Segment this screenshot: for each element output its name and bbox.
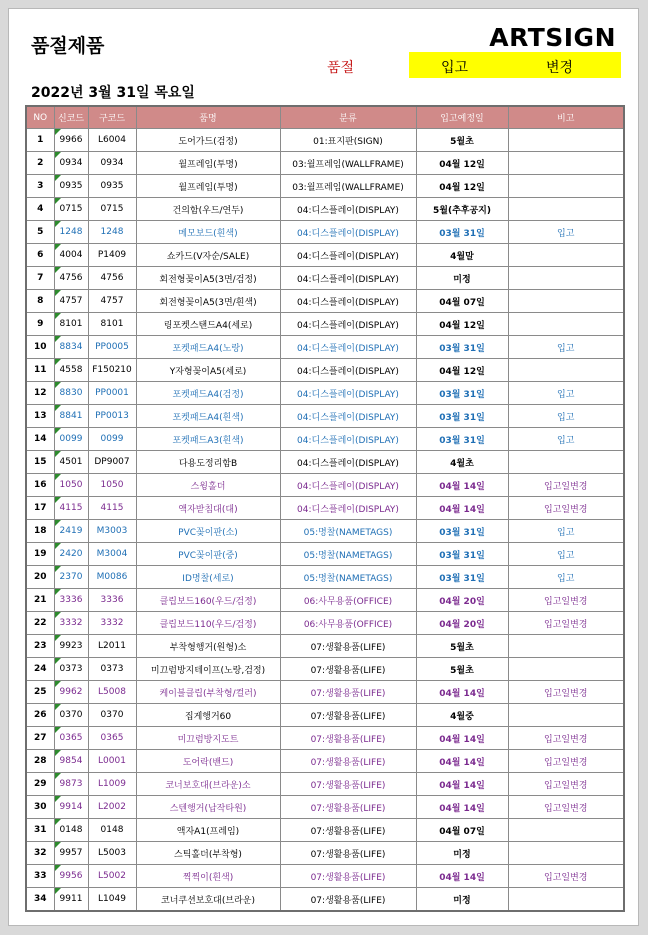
cell-new-code: 3332 — [54, 612, 88, 635]
cell-new-code: 9854 — [54, 750, 88, 773]
cell-note — [508, 290, 624, 313]
cell-note: 입고일변경 — [508, 773, 624, 796]
cell-no: 24 — [26, 658, 54, 681]
cell-category: 07:생활용품(LIFE) — [280, 727, 416, 750]
cell-eta: 5월초 — [416, 635, 508, 658]
table-row — [26, 681, 624, 704]
table-row — [26, 290, 624, 313]
cell-no: 21 — [26, 589, 54, 612]
cell-note: 입고 — [508, 336, 624, 359]
cell-no: 34 — [26, 888, 54, 912]
cell-eta: 04월 14일 — [416, 773, 508, 796]
cell-new-code: 8101 — [54, 313, 88, 336]
cell-new-code: 9873 — [54, 773, 88, 796]
table-header-row — [26, 106, 624, 129]
cell-note — [508, 244, 624, 267]
cell-no: 15 — [26, 451, 54, 474]
cell-old-code: 0934 — [88, 152, 136, 175]
cell-category: 04:디스플레이(DISPLAY) — [280, 198, 416, 221]
cell-category: 04:디스플레이(DISPLAY) — [280, 451, 416, 474]
cell-old-code: M3003 — [88, 520, 136, 543]
cell-old-code: 3332 — [88, 612, 136, 635]
table-row — [26, 543, 624, 566]
cell-product-name: 메모보드(흰색) — [136, 221, 280, 244]
cell-category: 07:생활용품(LIFE) — [280, 819, 416, 842]
cell-no: 3 — [26, 175, 54, 198]
cell-new-code: 0370 — [54, 704, 88, 727]
cell-new-code: 4558 — [54, 359, 88, 382]
cell-note — [508, 635, 624, 658]
cell-note: 입고일변경 — [508, 497, 624, 520]
cell-note: 입고일변경 — [508, 612, 624, 635]
col-header-note: 비고 — [508, 106, 624, 129]
col-header-category: 분류 — [280, 106, 416, 129]
cell-category: 07:생활용품(LIFE) — [280, 658, 416, 681]
cell-eta: 03월 31일 — [416, 221, 508, 244]
cell-new-code: 2419 — [54, 520, 88, 543]
page-title: 품절제품 — [31, 35, 105, 57]
cell-old-code: L5003 — [88, 842, 136, 865]
cell-no: 19 — [26, 543, 54, 566]
cell-no: 7 — [26, 267, 54, 290]
cell-product-name: ID명찰(세로) — [136, 566, 280, 589]
cell-no: 32 — [26, 842, 54, 865]
cell-category: 07:생활용품(LIFE) — [280, 773, 416, 796]
cell-note: 입고 — [508, 543, 624, 566]
cell-eta: 03월 31일 — [416, 543, 508, 566]
cell-no: 10 — [26, 336, 54, 359]
cell-product-name: 클립보드110(우드/검정) — [136, 612, 280, 635]
cell-new-code: 9914 — [54, 796, 88, 819]
cell-new-code: 8841 — [54, 405, 88, 428]
col-header-no: NO — [26, 106, 54, 129]
cell-old-code: L5002 — [88, 865, 136, 888]
cell-category: 07:생활용품(LIFE) — [280, 635, 416, 658]
cell-old-code: 8101 — [88, 313, 136, 336]
cell-no: 11 — [26, 359, 54, 382]
table-body — [26, 129, 624, 912]
cell-category: 04:디스플레이(DISPLAY) — [280, 359, 416, 382]
cell-eta: 04월 14일 — [416, 865, 508, 888]
cell-product-name: 스윙홀더 — [136, 474, 280, 497]
cell-note: 입고일변경 — [508, 727, 624, 750]
cell-product-name: 스틱홀더(부착형) — [136, 842, 280, 865]
cell-product-name: 월프레임(투명) — [136, 175, 280, 198]
cell-new-code: 9962 — [54, 681, 88, 704]
cell-eta: 04월 12일 — [416, 175, 508, 198]
cell-product-name: PVC꽂이판(소) — [136, 520, 280, 543]
cell-category: 04:디스플레이(DISPLAY) — [280, 244, 416, 267]
col-header-new-code: 신코드 — [54, 106, 88, 129]
cell-note: 입고 — [508, 405, 624, 428]
cell-old-code: 3336 — [88, 589, 136, 612]
table-row — [26, 313, 624, 336]
cell-old-code: 0715 — [88, 198, 136, 221]
cell-category: 04:디스플레이(DISPLAY) — [280, 382, 416, 405]
cell-eta: 4월말 — [416, 244, 508, 267]
cell-no: 6 — [26, 244, 54, 267]
cell-no: 16 — [26, 474, 54, 497]
cell-product-name: 코너보호대(브라운)소 — [136, 773, 280, 796]
cell-note — [508, 175, 624, 198]
cell-eta: 04월 14일 — [416, 681, 508, 704]
cell-new-code: 1050 — [54, 474, 88, 497]
table-row — [26, 451, 624, 474]
cell-eta: 04월 14일 — [416, 796, 508, 819]
cell-no: 23 — [26, 635, 54, 658]
legend-discontinued: 품절 — [327, 60, 355, 76]
cell-old-code: 0099 — [88, 428, 136, 451]
cell-note — [508, 198, 624, 221]
cell-new-code: 1248 — [54, 221, 88, 244]
cell-note — [508, 842, 624, 865]
cell-new-code: 0148 — [54, 819, 88, 842]
cell-no: 4 — [26, 198, 54, 221]
cell-no: 18 — [26, 520, 54, 543]
table-row — [26, 497, 624, 520]
cell-old-code: 1050 — [88, 474, 136, 497]
cell-category: 05:명찰(NAMETAGS) — [280, 543, 416, 566]
cell-old-code: 1248 — [88, 221, 136, 244]
cell-old-code: PP0013 — [88, 405, 136, 428]
cell-old-code: F150210 — [88, 359, 136, 382]
legend-incoming: 입고 — [441, 60, 469, 76]
cell-no: 31 — [26, 819, 54, 842]
table-row — [26, 382, 624, 405]
cell-old-code: 0365 — [88, 727, 136, 750]
cell-new-code: 9923 — [54, 635, 88, 658]
cell-product-name: 링포켓스탠드A4(세로) — [136, 313, 280, 336]
legend-changed: 변경 — [546, 60, 574, 76]
cell-old-code: 0935 — [88, 175, 136, 198]
cell-eta: 03월 31일 — [416, 428, 508, 451]
cell-product-name: 찍찍이(흰색) — [136, 865, 280, 888]
cell-note — [508, 267, 624, 290]
table-row — [26, 152, 624, 175]
cell-product-name: 회전형꽂이A5(3면/흰색) — [136, 290, 280, 313]
cell-category: 06:사무용품(OFFICE) — [280, 612, 416, 635]
cell-new-code: 9956 — [54, 865, 88, 888]
cell-category: 04:디스플레이(DISPLAY) — [280, 290, 416, 313]
col-header-eta: 입고예정일 — [416, 106, 508, 129]
table-row — [26, 405, 624, 428]
cell-note: 입고일변경 — [508, 796, 624, 819]
cell-eta: 5월초 — [416, 658, 508, 681]
cell-category: 07:생활용품(LIFE) — [280, 750, 416, 773]
cell-old-code: PP0001 — [88, 382, 136, 405]
cell-category: 05:명찰(NAMETAGS) — [280, 520, 416, 543]
cell-eta: 04월 20일 — [416, 589, 508, 612]
cell-new-code: 4501 — [54, 451, 88, 474]
cell-new-code: 9911 — [54, 888, 88, 912]
cell-new-code: 0099 — [54, 428, 88, 451]
cell-note — [508, 888, 624, 912]
cell-category: 04:디스플레이(DISPLAY) — [280, 313, 416, 336]
table-row — [26, 750, 624, 773]
cell-no: 13 — [26, 405, 54, 428]
cell-no: 2 — [26, 152, 54, 175]
table-row — [26, 267, 624, 290]
cell-eta: 04월 07일 — [416, 290, 508, 313]
cell-product-name: 다용도정리함B — [136, 451, 280, 474]
cell-new-code: 9966 — [54, 129, 88, 152]
cell-eta: 04월 14일 — [416, 727, 508, 750]
cell-note — [508, 152, 624, 175]
table-row — [26, 589, 624, 612]
cell-old-code: 4756 — [88, 267, 136, 290]
cell-product-name: 포켓패드A3(흰색) — [136, 428, 280, 451]
cell-eta: 미정 — [416, 888, 508, 912]
cell-product-name: 월프레임(투명) — [136, 152, 280, 175]
cell-eta: 03월 31일 — [416, 382, 508, 405]
cell-old-code: L1049 — [88, 888, 136, 912]
cell-category: 03:월프레임(WALLFRAME) — [280, 152, 416, 175]
cell-new-code: 0373 — [54, 658, 88, 681]
cell-old-code: L1009 — [88, 773, 136, 796]
cell-no: 30 — [26, 796, 54, 819]
table-row — [26, 520, 624, 543]
cell-category: 04:디스플레이(DISPLAY) — [280, 405, 416, 428]
table-row — [26, 359, 624, 382]
table-row — [26, 796, 624, 819]
brand-logo: ARTSIGN — [489, 23, 616, 52]
cell-note — [508, 129, 624, 152]
cell-category: 04:디스플레이(DISPLAY) — [280, 428, 416, 451]
cell-category: 04:디스플레이(DISPLAY) — [280, 221, 416, 244]
cell-category: 07:생활용품(LIFE) — [280, 865, 416, 888]
cell-eta: 4월중 — [416, 704, 508, 727]
table-row — [26, 612, 624, 635]
table-row — [26, 175, 624, 198]
cell-note — [508, 451, 624, 474]
cell-eta: 4월초 — [416, 451, 508, 474]
cell-category: 04:디스플레이(DISPLAY) — [280, 474, 416, 497]
cell-no: 22 — [26, 612, 54, 635]
cell-old-code: DP9007 — [88, 451, 136, 474]
cell-product-name: 액자A1(프레임) — [136, 819, 280, 842]
cell-no: 9 — [26, 313, 54, 336]
report-date: 2022년 3월 31일 목요일 — [31, 85, 195, 101]
cell-note — [508, 313, 624, 336]
cell-note — [508, 658, 624, 681]
cell-product-name: 클립보드160(우드/검정) — [136, 589, 280, 612]
cell-old-code: L6004 — [88, 129, 136, 152]
cell-product-name: 포켓패드A4(검정) — [136, 382, 280, 405]
cell-eta: 04월 14일 — [416, 474, 508, 497]
cell-note: 입고일변경 — [508, 474, 624, 497]
table-row — [26, 819, 624, 842]
cell-eta: 미정 — [416, 842, 508, 865]
cell-old-code: PP0005 — [88, 336, 136, 359]
table-row — [26, 474, 624, 497]
table-row — [26, 428, 624, 451]
cell-product-name: 포켓패드A4(흰색) — [136, 405, 280, 428]
cell-new-code: 4757 — [54, 290, 88, 313]
cell-product-name: 액자받침대(대) — [136, 497, 280, 520]
cell-eta: 5월초 — [416, 129, 508, 152]
cell-new-code: 9957 — [54, 842, 88, 865]
col-header-old-code: 구코드 — [88, 106, 136, 129]
cell-no: 25 — [26, 681, 54, 704]
cell-new-code: 2370 — [54, 566, 88, 589]
cell-product-name: 건의함(우드/연두) — [136, 198, 280, 221]
cell-no: 33 — [26, 865, 54, 888]
cell-product-name: 미끄럼방지테이프(노랑,검정) — [136, 658, 280, 681]
table-row — [26, 336, 624, 359]
cell-product-name: 포켓패드A4(노랑) — [136, 336, 280, 359]
cell-note — [508, 819, 624, 842]
cell-new-code: 4115 — [54, 497, 88, 520]
cell-eta: 04월 12일 — [416, 313, 508, 336]
cell-no: 5 — [26, 221, 54, 244]
cell-category: 05:명찰(NAMETAGS) — [280, 566, 416, 589]
cell-new-code: 3336 — [54, 589, 88, 612]
cell-old-code: L0001 — [88, 750, 136, 773]
cell-no: 26 — [26, 704, 54, 727]
table-row — [26, 129, 624, 152]
cell-eta: 04월 20일 — [416, 612, 508, 635]
cell-product-name: 미끄럼방지도트 — [136, 727, 280, 750]
sheet-page — [8, 8, 639, 926]
cell-new-code: 0934 — [54, 152, 88, 175]
table-row — [26, 704, 624, 727]
cell-eta: 03월 31일 — [416, 336, 508, 359]
table-row — [26, 658, 624, 681]
cell-product-name: 도어락(밴드) — [136, 750, 280, 773]
cell-new-code: 4756 — [54, 267, 88, 290]
cell-note: 입고일변경 — [508, 865, 624, 888]
cell-old-code: 0148 — [88, 819, 136, 842]
cell-new-code: 0935 — [54, 175, 88, 198]
cell-note — [508, 359, 624, 382]
cell-no: 14 — [26, 428, 54, 451]
cell-product-name: 회전형꽂이A5(3면/검정) — [136, 267, 280, 290]
table-row — [26, 727, 624, 750]
cell-old-code: 4115 — [88, 497, 136, 520]
cell-new-code: 0365 — [54, 727, 88, 750]
cell-product-name: 코너쿠션보호대(브라운) — [136, 888, 280, 912]
cell-note: 입고 — [508, 428, 624, 451]
cell-new-code: 8830 — [54, 382, 88, 405]
cell-product-name: 집게행거60 — [136, 704, 280, 727]
cell-eta: 미정 — [416, 267, 508, 290]
table-row — [26, 842, 624, 865]
cell-old-code: M3004 — [88, 543, 136, 566]
cell-category: 07:생활용품(LIFE) — [280, 704, 416, 727]
cell-no: 12 — [26, 382, 54, 405]
cell-note: 입고 — [508, 221, 624, 244]
cell-old-code: 0373 — [88, 658, 136, 681]
table-row — [26, 244, 624, 267]
table-row — [26, 566, 624, 589]
cell-product-name: 부착형행거(원형)소 — [136, 635, 280, 658]
cell-new-code: 0715 — [54, 198, 88, 221]
cell-old-code: 4757 — [88, 290, 136, 313]
table-row — [26, 888, 624, 912]
table-row — [26, 198, 624, 221]
cell-no: 29 — [26, 773, 54, 796]
cell-old-code: L2011 — [88, 635, 136, 658]
col-header-product-name: 품명 — [136, 106, 280, 129]
cell-no: 8 — [26, 290, 54, 313]
cell-note: 입고 — [508, 382, 624, 405]
table-row — [26, 865, 624, 888]
cell-no: 27 — [26, 727, 54, 750]
cell-eta: 03월 31일 — [416, 566, 508, 589]
cell-note: 입고일변경 — [508, 589, 624, 612]
cell-note: 입고 — [508, 566, 624, 589]
cell-note: 입고 — [508, 520, 624, 543]
cell-eta: 04월 12일 — [416, 152, 508, 175]
cell-old-code: M0086 — [88, 566, 136, 589]
cell-category: 04:디스플레이(DISPLAY) — [280, 267, 416, 290]
cell-eta: 03월 31일 — [416, 405, 508, 428]
cell-old-code: P1409 — [88, 244, 136, 267]
cell-old-code: L2002 — [88, 796, 136, 819]
cell-new-code: 2420 — [54, 543, 88, 566]
cell-category: 07:생활용품(LIFE) — [280, 681, 416, 704]
cell-new-code: 8834 — [54, 336, 88, 359]
cell-product-name: 쇼카드(V자순/SALE) — [136, 244, 280, 267]
cell-category: 06:사무용품(OFFICE) — [280, 589, 416, 612]
cell-category: 04:디스플레이(DISPLAY) — [280, 336, 416, 359]
cell-category: 07:생활용품(LIFE) — [280, 842, 416, 865]
cell-product-name: PVC꽂이판(중) — [136, 543, 280, 566]
cell-old-code: L5008 — [88, 681, 136, 704]
cell-no: 17 — [26, 497, 54, 520]
cell-note: 입고일변경 — [508, 681, 624, 704]
cell-eta: 04월 14일 — [416, 750, 508, 773]
cell-note: 입고일변경 — [508, 750, 624, 773]
cell-no: 28 — [26, 750, 54, 773]
cell-no: 20 — [26, 566, 54, 589]
cell-eta: 03월 31일 — [416, 520, 508, 543]
table-row — [26, 773, 624, 796]
cell-eta: 5월(추후공지) — [416, 198, 508, 221]
cell-product-name: 케이블클립(부착형/컬러) — [136, 681, 280, 704]
cell-product-name: 스텐행거(납작타원) — [136, 796, 280, 819]
cell-eta: 04월 07일 — [416, 819, 508, 842]
cell-category: 04:디스플레이(DISPLAY) — [280, 497, 416, 520]
cell-category: 07:생활용품(LIFE) — [280, 888, 416, 912]
cell-eta: 04월 12일 — [416, 359, 508, 382]
cell-category: 07:생활용품(LIFE) — [280, 796, 416, 819]
cell-eta: 04월 14일 — [416, 497, 508, 520]
cell-product-name: Y자형꽂이A5(세로) — [136, 359, 280, 382]
soldout-table — [25, 105, 625, 912]
cell-product-name: 도어가드(검정) — [136, 129, 280, 152]
cell-new-code: 4004 — [54, 244, 88, 267]
cell-no: 1 — [26, 129, 54, 152]
cell-category: 03:월프레임(WALLFRAME) — [280, 175, 416, 198]
cell-category: 01:표지판(SIGN) — [280, 129, 416, 152]
table-row — [26, 221, 624, 244]
table-row — [26, 635, 624, 658]
cell-old-code: 0370 — [88, 704, 136, 727]
cell-note — [508, 704, 624, 727]
